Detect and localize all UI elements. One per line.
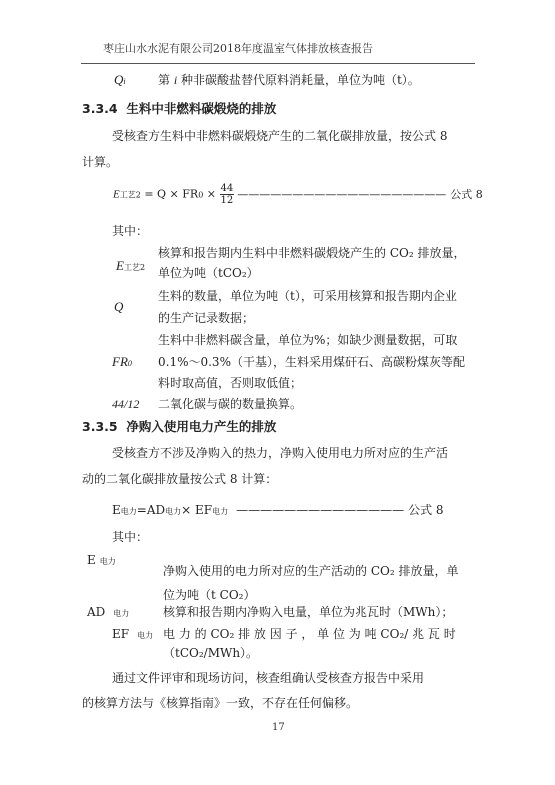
page-header: 枣庄山水水泥有限公司2018年度温室气体排放核查报告 — [103, 42, 373, 55]
var-ratio-line1: 二氧化碳与碳的数量换算。 — [158, 397, 303, 411]
var-e-process-line1: 核算和报告期内生料中非燃料碳煅烧产生的 CO₂ 排放量， — [158, 246, 466, 260]
var-ef-symbol: EF 电力 — [112, 627, 154, 641]
formula-electricity: E电力=AD电力× EF电力 —————————————— 公式 8 — [112, 503, 444, 517]
where-label-335: 其中： — [112, 530, 149, 544]
var-q-line2: 的生产记录数据； — [158, 311, 255, 325]
paragraph-334-line2: 计算。 — [82, 155, 119, 169]
var-q-symbol: Q — [114, 299, 124, 314]
var-ef-line2: （tCO₂/MWh）。 — [163, 646, 259, 660]
var-e-elec-symbol: E电力 — [87, 553, 116, 567]
var-ef-line1: 电 力 的 CO₂ 排 放 因 子 ， 单 位 为 吨 CO₂/ 兆 瓦 时 — [163, 627, 456, 641]
var-ratio-symbol: 44/12 — [112, 397, 140, 411]
header-rule — [81, 63, 475, 64]
var-e-elec-line1: 净购入使用的电力所对应的生产活动的 CO₂ 排放量，单 — [163, 564, 459, 578]
where-label-334: 其中： — [112, 224, 149, 238]
var-ad-line1: 核算和报告期内净购入电量，单位为兆瓦时（MWh）； — [163, 605, 454, 619]
var-fr0-line3: 料时取高值，否则取低值； — [158, 376, 303, 390]
var-ad-symbol: AD 电力 — [87, 605, 130, 619]
page-number: 17 — [272, 722, 285, 733]
conclusion-line1: 通过文件评审和现场访问，核查组确认受核查方报告中采用 — [112, 671, 425, 685]
var-e-elec-line2: 位为吨（t CO₂） — [163, 588, 256, 602]
paragraph-335-line2: 动的二氧化碳排放量按公式 8 计算： — [82, 472, 278, 486]
var-e-process-line2: 单位为吨（tCO₂） — [158, 266, 259, 280]
formula-fraction: $\frac{44}{12}$ — [220, 183, 234, 206]
var-fr0-line2: 0.1%～0.3%（干基），生料采用煤矸石、高碳粉煤灰等配 — [158, 355, 465, 369]
qi-symbol: Qi — [114, 72, 126, 87]
var-fr0-symbol: FR0 — [112, 354, 132, 369]
var-fr0-line1: 生料中非燃料碳含量，单位为%；如缺少测量数据，可取 — [158, 333, 458, 347]
section-heading-335: 3.3.5 净购入使用电力产生的排放 — [82, 419, 277, 434]
section-heading-334: 3.3.4 生料中非燃料碳煅烧的排放 — [82, 101, 277, 116]
qi-description: 第 i 种非碳酸盐替代原料消耗量，单位为吨（t）。 — [158, 73, 420, 87]
paragraph-334-line1: 受核查方生料中非燃料碳煅烧产生的二氧化碳排放量，按公式 8 — [112, 129, 448, 143]
paragraph-335-line1: 受核查方不涉及净购入的热力，净购入使用电力所对应的生产活 — [112, 446, 449, 460]
var-e-process-symbol: E工艺2 — [116, 258, 146, 273]
var-q-line1: 生料的数量，单位为吨（t），可采用核算和报告期内企业 — [158, 289, 457, 303]
conclusion-line2: 的核算方法与《核算指南》一致，不存在任何偏移。 — [82, 696, 359, 710]
formula-process: E工艺2 = Q × FR0 × $\frac{44}{12}$ ——————————————————— 公式 8 — [113, 183, 483, 206]
